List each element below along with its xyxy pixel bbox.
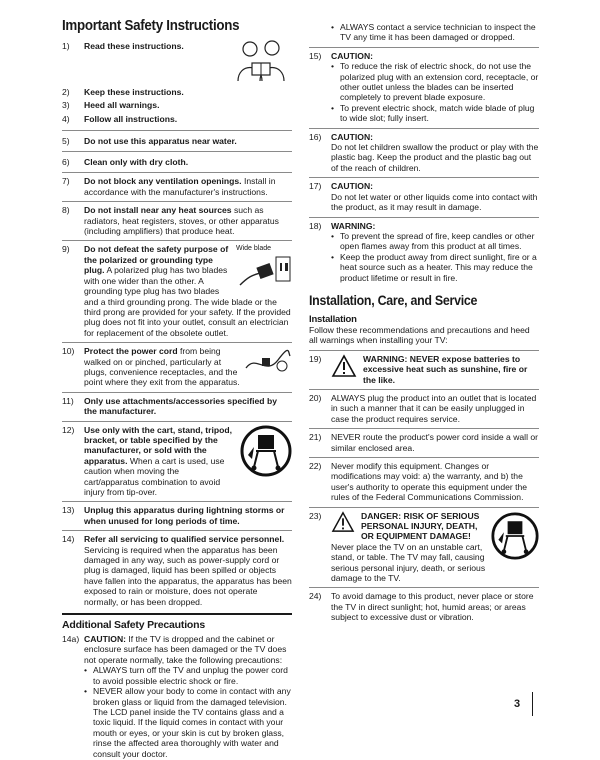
list-item: 13) Unplug this apparatus during lightning storms or when unused for long periods of time. xyxy=(62,502,292,531)
wide-blade-label: Wide blade xyxy=(236,245,272,253)
list-item: 2) Keep these instructions. xyxy=(62,87,184,98)
polarized-plug-illustration xyxy=(236,244,292,291)
left-column xyxy=(62,18,292,760)
list-item: 7) Do not block any ventilation openings. Install in accordance with the manufacturer's instructions. xyxy=(62,173,292,202)
power-cord-illustration xyxy=(244,346,292,378)
list-item-14a: 14a) CAUTION: If the TV is dropped and the cabinet or enclosure surface has been damaged or the TV does not operate normally, take the following precautions: • ALWAYS turn off the TV and unplug the power cord to avoid possible electric shock or fire. • NEVER allow your body to come in contact with any broken glass or liquid from the damaged television. The LCD panel inside the TV contains glass and a toxic liquid. If the liquid comes in contact with your mouth or eyes, or your skin is cut by broken glass, rinse the affected area thoroughly with water and consult your doctor. xyxy=(62,634,291,759)
list-item: 3) Heed all warnings. xyxy=(62,99,160,110)
cart-warning-icon xyxy=(240,425,292,479)
list-item: 12) Use only with the cart, stand, tripod, bracket, or table specified by the manufacturer, or sold with the apparatus. When a cart is used, use caution when moving the cart/apparatus combination to avoid injury from tip-over. xyxy=(62,422,292,503)
page-number: 3 xyxy=(514,698,521,710)
list-item: 4) Follow all instructions. xyxy=(62,111,292,130)
bullet-item: • ALWAYS turn off the TV and unplug the power cord to avoid possible electric shock or fire. xyxy=(84,665,288,686)
list-item: 5) Do not use this apparatus near water. xyxy=(62,131,292,152)
section-title-installation: Installation, Care, and Service xyxy=(309,292,478,308)
list-item: 9) Wide blade Do not defeat the safety purpose of the polarized or grounding type plug. A polarized plug has two blades with one wider than the other. A grounding type plug has two blades and a third grounding prong. The wide blade or the third prong are provided for your safety. If the provided plug does not fit into your outlet, consult an electrician for replacement of the obsolete outlet. xyxy=(62,241,292,343)
section-title-safety: Important Safety Instructions xyxy=(62,18,240,34)
list-item: 8) Do not install near any heat sources such as radiators, heat registers, stoves, or other apparatus (including amplifiers) that produce heat. xyxy=(62,202,292,241)
warning-triangle-icon xyxy=(331,511,355,533)
warning-triangle-icon xyxy=(331,354,357,378)
list-item: • ALWAYS contact a service technician to inspect the TV any time it has been damaged or dropped. xyxy=(309,22,539,48)
subsection-title-installation: Installation xyxy=(309,313,357,325)
list-item: 23) DANGER: RISK OF SERIOUS PERSONAL INJURY, DEATH, OR EQUIPMENT DAMAGE! Never place the TV on an unstable cart, stand, or table. The TV may fall, causing serious personal injury, death, or serious damage to the TV. xyxy=(309,508,539,589)
list-item: 11) Only use attachments/accessories specified by the manufacturer. xyxy=(62,393,292,422)
right-column xyxy=(309,22,539,627)
list-item: 6) Clean only with dry cloth. xyxy=(62,152,292,173)
section-divider xyxy=(62,613,292,615)
list-item: 18) WARNING: • To prevent the spread of fire, keep candles or other open flames away from this product at all times. • Keep the product away from direct sunlight, fire or a heat source such as a heater. This may reduce the product lifetime or result in fire. xyxy=(309,220,537,283)
list-item: 21) NEVER route the product's power cord inside a wall or similar enclosed area. xyxy=(309,429,539,458)
list-item: 10) Protect the power cord from being walked on or pinched, particularly at plugs, convenience receptacles, and the point where they exit from the apparatus. xyxy=(62,343,292,393)
section-title-additional: Additional Safety Precautions xyxy=(62,619,205,632)
reading-people-illustration xyxy=(230,37,292,83)
list-item: 22) Never modify this equipment. Changes or modifications may void: a) the warranty, and b) the user's authority to operate this equipment under the rules of the Federal Communications Commission. xyxy=(309,458,539,508)
list-item: 14) Refer all servicing to qualified service personnel. Servicing is required when the apparatus has been damaged in any way, such as power-supply cord or plug is damaged, liquid has been spilled or objects have fallen into the apparatus, the apparatus has been exposed to rain or moisture, does not operate normally, or has been dropped. xyxy=(62,534,292,607)
page-number-divider xyxy=(532,692,533,716)
bullet-item: • NEVER allow your body to come in contact with any broken glass or liquid from the damaged television. The LCD panel inside the TV contains glass and a toxic liquid. If the liquid comes in contact with your mouth or eyes, or your skin is cut by broken glass, rinse the affected area thoroughly with water and consult your doctor. xyxy=(84,686,291,759)
list-item: 19) WARNING: NEVER expose batteries to excessive heat such as sunshine, fire or the like. xyxy=(309,351,539,390)
list-item: 1) Read these instructions. xyxy=(62,40,292,86)
list-item: 15) CAUTION: • To reduce the risk of electric shock, do not use the polarized plug with an extension cord, receptacle, or other outlet unless the blades can be inserted completely to prevent blade exposure. • To prevent electric shock, match wide blade of plug to wide slot; fully insert. xyxy=(309,48,539,129)
safety-list xyxy=(62,40,292,611)
install-intro: Follow these recommendations and precautions and heed all warnings when installing your TV: xyxy=(309,325,539,351)
list-item: 17) CAUTION: Do not let water or other liquids come into contact with the product, as it may result in damage. xyxy=(309,178,539,217)
list-item: 24) To avoid damage to this product, never place or store the TV in direct sunlight; hot, humid areas; or areas subject to excessive dust or vibration. xyxy=(309,591,534,623)
list-item: 16) CAUTION: Do not let children swallow the product or play with the plastic bag. Keep the product and the plastic bag out of the reach of children. xyxy=(309,129,539,179)
list-item: 20) ALWAYS plug the product into an outlet that is located in such a manner that it can be easily unplugged in case the product requires service. xyxy=(309,390,539,429)
cart-tipover-icon xyxy=(491,511,539,563)
